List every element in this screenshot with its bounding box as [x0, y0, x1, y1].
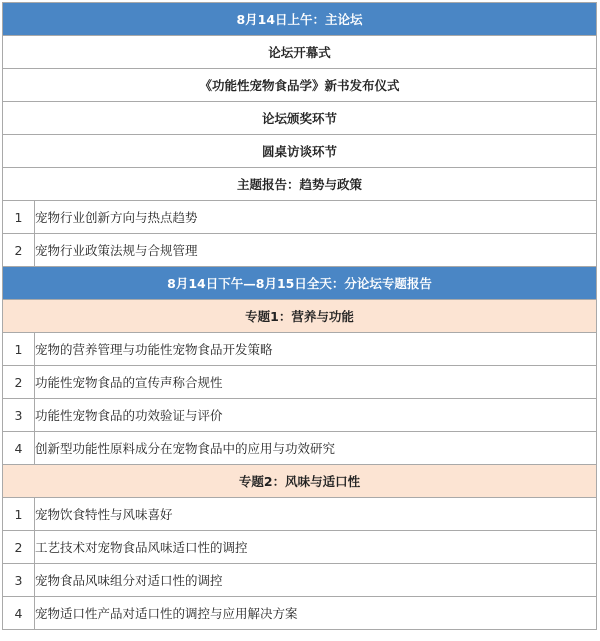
- row-title: 工艺技术对宠物食品风味适口性的调控: [35, 531, 597, 564]
- table-row: [3, 498, 597, 531]
- agenda-item-row: [3, 168, 597, 201]
- table-row: [3, 234, 597, 267]
- afternoon-header: 8月14日下午—8月15日全天：分论坛专题报告: [3, 267, 597, 300]
- morning-header: 8月14日上午：主论坛: [3, 3, 597, 36]
- agenda-item-row: [3, 69, 597, 102]
- row-number: 1: [3, 498, 35, 531]
- table-row: [3, 432, 597, 465]
- row-title: 宠物行业创新方向与热点趋势: [35, 201, 597, 234]
- table-row: [3, 333, 597, 366]
- row-number: 3: [3, 399, 35, 432]
- row-title: 宠物适口性产品对适口性的调控与应用解决方案: [35, 597, 597, 630]
- agenda-item-row: [3, 135, 597, 168]
- agenda-table: [2, 2, 597, 630]
- row-number: 1: [3, 201, 35, 234]
- topic-header-row: [3, 465, 597, 498]
- agenda-item-row: [3, 102, 597, 135]
- agenda-item-row: [3, 36, 597, 69]
- row-number: 2: [3, 531, 35, 564]
- row-number: 3: [3, 564, 35, 597]
- row-title: 宠物行业政策法规与合规管理: [35, 234, 597, 267]
- table-row: [3, 366, 597, 399]
- row-title: 功能性宠物食品的宣传声称合规性: [35, 366, 597, 399]
- row-number: 2: [3, 234, 35, 267]
- agenda-item-keynote: 主题报告：趋势与政策: [3, 168, 597, 201]
- row-number: 2: [3, 366, 35, 399]
- table-row: [3, 399, 597, 432]
- row-title: 创新型功能性原料成分在宠物食品中的应用与功效研究: [35, 432, 597, 465]
- row-title: 宠物饮食特性与风味喜好: [35, 498, 597, 531]
- row-title: 宠物的营养管理与功能性宠物食品开发策略: [35, 333, 597, 366]
- topic-2-header: 专题2：风味与适口性: [3, 465, 597, 498]
- topic-1-header: 专题1：营养与功能: [3, 300, 597, 333]
- row-number: 4: [3, 432, 35, 465]
- table-row: [3, 531, 597, 564]
- row-title: 功能性宠物食品的功效验证与评价: [35, 399, 597, 432]
- morning-header-row: [3, 3, 597, 36]
- table-row: [3, 597, 597, 630]
- row-number: 4: [3, 597, 35, 630]
- topic-header-row: [3, 300, 597, 333]
- agenda-item-book-launch: 《功能性宠物食品学》新书发布仪式: [3, 69, 597, 102]
- afternoon-header-row: [3, 267, 597, 300]
- table-row: [3, 201, 597, 234]
- row-number: 1: [3, 333, 35, 366]
- row-title: 宠物食品风味组分对适口性的调控: [35, 564, 597, 597]
- table-row: [3, 564, 597, 597]
- agenda-item-roundtable: 圆桌访谈环节: [3, 135, 597, 168]
- agenda-item-opening: 论坛开幕式: [3, 36, 597, 69]
- agenda-item-awards: 论坛颁奖环节: [3, 102, 597, 135]
